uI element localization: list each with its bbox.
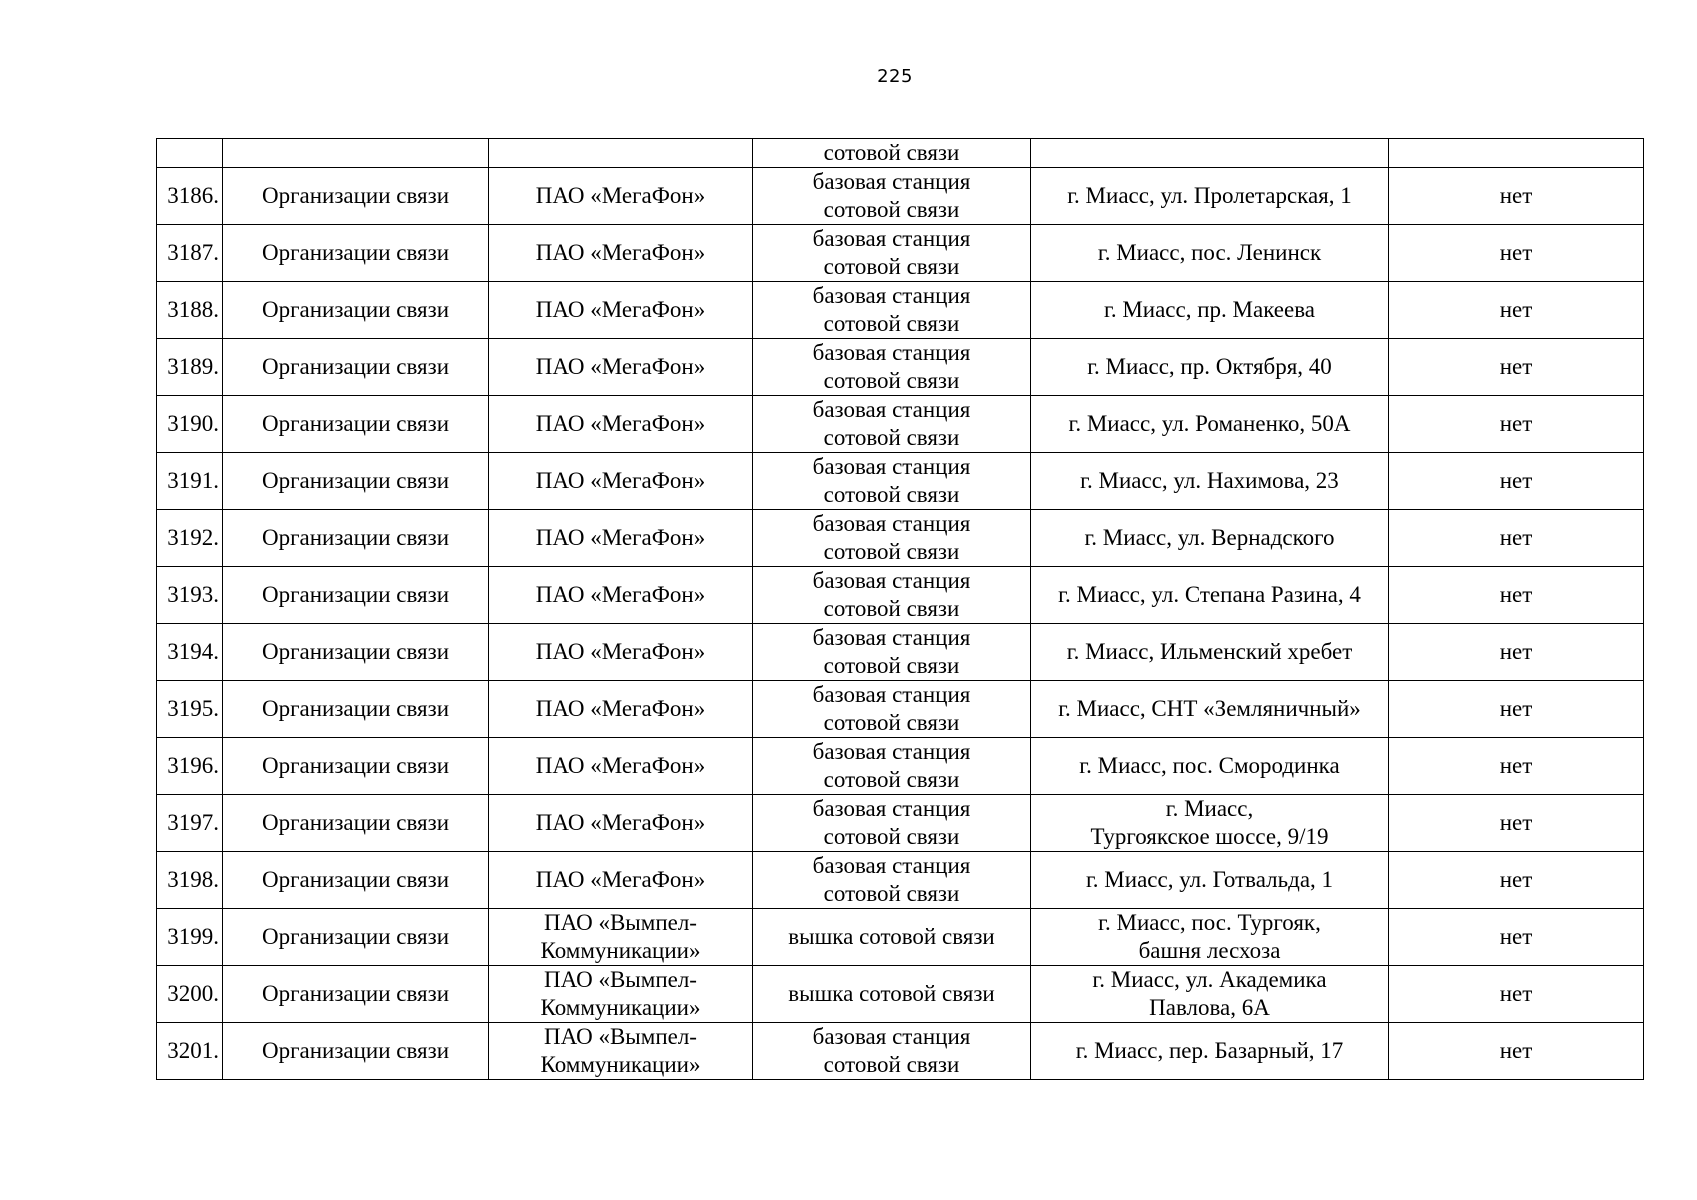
cell-object-type [753, 510, 1031, 567]
table-row [157, 510, 1644, 567]
cell-note: нет [1389, 225, 1644, 282]
cell-category: Организации связи [223, 738, 489, 795]
cell-address-line: г. Миасс, пр. Октября, 40 [1087, 354, 1332, 379]
table-row [157, 567, 1644, 624]
cell-note: нет [1389, 510, 1644, 567]
cell-note: нет [1389, 681, 1644, 738]
cell-num: 3191. [157, 453, 223, 510]
cell-object-type-line: базовая станция [812, 796, 971, 821]
cell-object-type [753, 624, 1031, 681]
cell-organization: ПАО «МегаФон» [489, 168, 753, 225]
cell-num: 3194. [157, 624, 223, 681]
cell-address-line: г. Миасс, ул. Романенко, 50А [1068, 411, 1351, 436]
cell-num: 3195. [157, 681, 223, 738]
cell-address-line: г. Миасс, ул. Нахимова, 23 [1080, 468, 1339, 493]
cell-object-type-line: сотовой связи [823, 653, 960, 678]
cell-object-type-line: сотовой связи [823, 596, 960, 621]
cell-organization: ПАО «МегаФон» [489, 624, 753, 681]
cell-note: нет [1389, 1023, 1644, 1080]
table-row [157, 681, 1644, 738]
table-row [157, 168, 1644, 225]
cell-category [223, 139, 489, 168]
cell-address [1031, 396, 1389, 453]
cell-object-type-line: базовая станция [812, 682, 971, 707]
cell-organization-line: Коммуникации» [540, 938, 701, 963]
cell-address [1031, 795, 1389, 852]
cell-organization-line: ПАО «Вымпел- [544, 910, 697, 935]
cell-object-type-line: базовая станция [812, 739, 971, 764]
cell-address-line: г. Миасс, пос. Смородинка [1079, 753, 1340, 778]
cell-address-line: г. Миасс, ул. Готвальда, 1 [1085, 867, 1334, 892]
cell-note: нет [1389, 966, 1644, 1023]
cell-num: 3187. [157, 225, 223, 282]
cell-object-type-line: базовая станция [812, 226, 971, 251]
cell-object-type-line: базовая станция [812, 283, 971, 308]
cell-object-type-line: базовая станция [812, 340, 971, 365]
cell-organization: ПАО «МегаФон» [489, 795, 753, 852]
cell-object-type [753, 282, 1031, 339]
cell-organization: ПАО «МегаФон» [489, 567, 753, 624]
cell-organization: ПАО «МегаФон» [489, 282, 753, 339]
cell-object-type [753, 567, 1031, 624]
cell-note: нет [1389, 795, 1644, 852]
cell-object-type [753, 681, 1031, 738]
cell-organization: ПАО «МегаФон» [489, 510, 753, 567]
cell-address-line: башня лесхоза [1138, 938, 1281, 963]
cell-num: 3198. [157, 852, 223, 909]
cell-address-line: Павлова, 6А [1149, 995, 1270, 1020]
cell-note: нет [1389, 453, 1644, 510]
cell-object-type-line: сотовой связи [823, 425, 960, 450]
cell-organization [489, 966, 753, 1023]
cell-address [1031, 738, 1389, 795]
cell-category: Организации связи [223, 453, 489, 510]
cell-num: 3186. [157, 168, 223, 225]
cell-address-line: г. Миасс, пр. Макеева [1104, 297, 1315, 322]
cell-object-type-line: базовая станция [812, 1024, 971, 1049]
cell-note: нет [1389, 282, 1644, 339]
cell-category: Организации связи [223, 510, 489, 567]
cell-object-type-line: вышка сотовой связи [788, 981, 995, 1006]
cell-address [1031, 966, 1389, 1023]
cell-address [1031, 339, 1389, 396]
cell-address-line: г. Миасс, [1165, 796, 1254, 821]
cell-organization-line: ПАО «Вымпел- [544, 967, 697, 992]
cell-object-type [753, 339, 1031, 396]
continuation-row [157, 139, 1644, 168]
cell-category: Организации связи [223, 168, 489, 225]
cell-organization-line: ПАО «Вымпел- [544, 1024, 697, 1049]
page-number: 225 [877, 66, 913, 87]
cell-note: нет [1389, 852, 1644, 909]
cell-object-type-line: сотовой связи [823, 767, 960, 792]
cell-num [157, 139, 223, 168]
cell-object-type-line: сотовой связи [823, 482, 960, 507]
cell-category: Организации связи [223, 852, 489, 909]
table-row [157, 624, 1644, 681]
cell-note: нет [1389, 396, 1644, 453]
cell-object-type-line: сотовой связи [823, 710, 960, 735]
cell-address-line: г. Миасс, ул. Вернадского [1084, 525, 1335, 550]
cell-organization [489, 909, 753, 966]
cell-organization: ПАО «МегаФон» [489, 396, 753, 453]
cell-organization-line: Коммуникации» [540, 995, 701, 1020]
cell-object-type [753, 225, 1031, 282]
cell-object-type-line: базовая станция [812, 853, 971, 878]
cell-category: Организации связи [223, 681, 489, 738]
cell-category: Организации связи [223, 966, 489, 1023]
cell-object-type-line: базовая станция [812, 397, 971, 422]
cell-address-line: г. Миасс, ул. Академика [1092, 967, 1327, 992]
cell-organization: ПАО «МегаФон» [489, 852, 753, 909]
cell-address [1031, 1023, 1389, 1080]
table-row [157, 852, 1644, 909]
cell-address-line: г. Миасс, пос. Ленинск [1097, 240, 1322, 265]
cell-object-type-line: сотовой связи [823, 824, 960, 849]
cell-num: 3199. [157, 909, 223, 966]
cell-address [1031, 624, 1389, 681]
cell-organization: ПАО «МегаФон» [489, 738, 753, 795]
cell-num: 3201. [157, 1023, 223, 1080]
cell-organization: ПАО «МегаФон» [489, 339, 753, 396]
cell-num: 3196. [157, 738, 223, 795]
cell-note: нет [1389, 738, 1644, 795]
cell-note: нет [1389, 567, 1644, 624]
cell-object-type-line: сотовой связи [823, 1052, 960, 1077]
table-row [157, 966, 1644, 1023]
cell-address [1031, 453, 1389, 510]
table-row [157, 738, 1644, 795]
cell-address-line: Тургоякское шоссе, 9/19 [1090, 824, 1329, 849]
cell-address-line: г. Миасс, пос. Тургояк, [1098, 910, 1321, 935]
table-row [157, 339, 1644, 396]
cell-address [1031, 909, 1389, 966]
cell-num: 3193. [157, 567, 223, 624]
cell-object-type [753, 1023, 1031, 1080]
cell-object-type [753, 168, 1031, 225]
cell-organization: ПАО «МегаФон» [489, 225, 753, 282]
cell-object-type-line: сотовой связи [823, 881, 960, 906]
cell-object-type [753, 795, 1031, 852]
cell-object-type [753, 738, 1031, 795]
cell-object-type [753, 909, 1031, 966]
cell-address [1031, 282, 1389, 339]
cell-category: Организации связи [223, 339, 489, 396]
cell-address [1031, 139, 1389, 168]
cell-address-line: г. Миасс, ул. Степана Разина, 4 [1058, 582, 1361, 607]
cell-organization [489, 1023, 753, 1080]
cell-address [1031, 567, 1389, 624]
cell-object-type-line: сотовой связи [823, 539, 960, 564]
table-row [157, 1023, 1644, 1080]
cell-object-type-line: базовая станция [812, 511, 971, 536]
cell-object-type-line: сотовой связи [823, 254, 960, 279]
cell-num: 3197. [157, 795, 223, 852]
cell-num: 3190. [157, 396, 223, 453]
cell-num: 3200. [157, 966, 223, 1023]
cell-object-type: сотовой связи [753, 139, 1031, 168]
cell-object-type [753, 852, 1031, 909]
cell-address [1031, 225, 1389, 282]
cell-object-type-line: базовая станция [812, 568, 971, 593]
cell-num: 3192. [157, 510, 223, 567]
cell-object-type-line: сотовой связи [823, 368, 960, 393]
cell-category: Организации связи [223, 624, 489, 681]
table-row [157, 795, 1644, 852]
cell-address-line: г. Миасс, ул. Пролетарская, 1 [1067, 183, 1352, 208]
cell-object-type-line: базовая станция [812, 625, 971, 650]
cell-object-type [753, 396, 1031, 453]
cell-organization-line: Коммуникации» [540, 1052, 701, 1077]
cell-address-line: г. Миасс, пер. Базарный, 17 [1075, 1038, 1344, 1063]
cell-address [1031, 852, 1389, 909]
cell-category: Организации связи [223, 1023, 489, 1080]
table-row [157, 396, 1644, 453]
cell-note: нет [1389, 168, 1644, 225]
cell-object-type-line: базовая станция [812, 454, 971, 479]
cell-category: Организации связи [223, 396, 489, 453]
cell-object-type [753, 966, 1031, 1023]
cell-address-line: г. Миасс, Ильменский хребет [1066, 639, 1353, 664]
cell-category: Организации связи [223, 795, 489, 852]
table-row [157, 909, 1644, 966]
table-row [157, 453, 1644, 510]
cell-num: 3188. [157, 282, 223, 339]
cell-object-type-line: сотовой связи [823, 197, 960, 222]
cell-object-type [753, 453, 1031, 510]
cell-address-line: г. Миасс, СНТ «Земляничный» [1058, 696, 1361, 721]
cell-organization: ПАО «МегаФон» [489, 681, 753, 738]
cell-organization [489, 139, 753, 168]
table-row [157, 282, 1644, 339]
table-row [157, 225, 1644, 282]
cell-note: нет [1389, 339, 1644, 396]
cell-note [1389, 139, 1644, 168]
cell-organization: ПАО «МегаФон» [489, 453, 753, 510]
cell-object-type-line: вышка сотовой связи [788, 924, 995, 949]
cell-category: Организации связи [223, 567, 489, 624]
cell-category: Организации связи [223, 909, 489, 966]
cell-address [1031, 168, 1389, 225]
cell-note: нет [1389, 624, 1644, 681]
cell-category: Организации связи [223, 225, 489, 282]
register-table [156, 138, 1644, 1080]
cell-object-type-line: сотовой связи [823, 311, 960, 336]
cell-object-type-line: базовая станция [812, 169, 971, 194]
cell-category: Организации связи [223, 282, 489, 339]
register-table-body [157, 139, 1644, 1080]
cell-address [1031, 681, 1389, 738]
cell-num: 3189. [157, 339, 223, 396]
cell-note: нет [1389, 909, 1644, 966]
cell-address [1031, 510, 1389, 567]
